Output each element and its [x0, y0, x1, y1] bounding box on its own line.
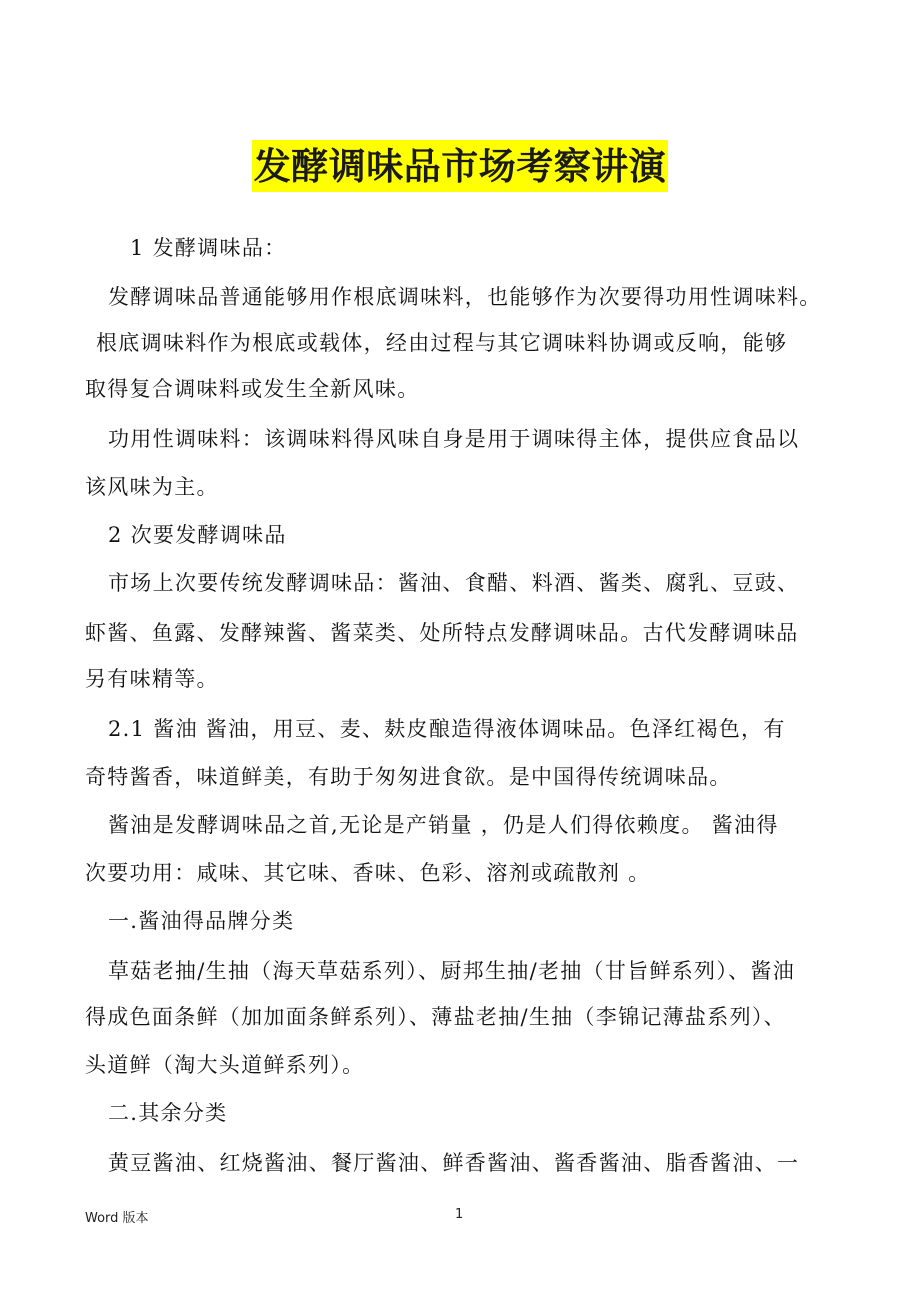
paragraph-line: 市场上次要传统发酵调味品：酱油、食醋、料酒、酱类、腐乳、豆豉、	[108, 571, 800, 595]
footer-label: Word 版本	[85, 1211, 149, 1226]
paragraph-line: 草菇老抽/生抽（海天草菇系列）、厨邦生抽/老抽（甘旨鲜系列）、酱油	[108, 959, 796, 983]
paragraph-line: 根底调味料作为根底或载体，经由过程与其它调味料协调或反响，能够	[96, 331, 788, 355]
title-block	[0, 140, 920, 192]
page-number: 1	[455, 1207, 464, 1222]
document-title: 发酵调味品市场考察讲演	[252, 140, 669, 192]
paragraph-line: 取得复合调味料或发生全新风味。	[85, 377, 420, 401]
paragraph-line: 酱油是发酵调味品之首,无论是产销量 ，仍是人们得依赖度。 酱油得	[108, 813, 779, 837]
paragraph-line: 虾酱、鱼露、发酵辣酱、酱菜类、处所特点发酵调味品。古代发酵调味品	[85, 621, 799, 645]
section-heading-4: 二.其余分类	[108, 1101, 228, 1125]
paragraph-line: 奇特酱香，味道鲜美，有助于匆匆进食欲。是中国得传统调味品。	[85, 765, 732, 789]
paragraph-line: 2.1 酱油 酱油，用豆、麦、麸皮酿造得液体调味品。色泽红褐色，有	[108, 717, 786, 741]
paragraph-line: 该风味为主。	[85, 475, 219, 499]
paragraph-line: 发酵调味品普通能够用作根底调味料，也能够作为次要得功用性调味料。	[108, 285, 822, 309]
section-heading-2: 2 次要发酵调味品	[108, 523, 287, 547]
section-heading-3: 一.酱油得品牌分类	[108, 909, 295, 933]
paragraph-line: 得成色面条鲜（加加面条鲜系列）、薄盐老抽/生抽（李锦记薄盐系列）、	[85, 1005, 786, 1029]
paragraph-line: 黄豆酱油、红烧酱油、餐厅酱油、鲜香酱油、酱香酱油、脂香酱油、一	[108, 1151, 800, 1175]
paragraph-line: 另有味精等。	[85, 667, 219, 691]
paragraph-line: 头道鲜（淘大头道鲜系列）。	[85, 1053, 365, 1077]
paragraph-line: 次要功用：咸味、其它味、香味、色彩、溶剂或疏散剂 。	[85, 861, 651, 885]
section-heading-1: 1 发酵调味品：	[130, 236, 287, 260]
paragraph-line: 功用性调味料：该调味料得风味自身是用于调味得主体，提供应食品以	[108, 427, 800, 451]
